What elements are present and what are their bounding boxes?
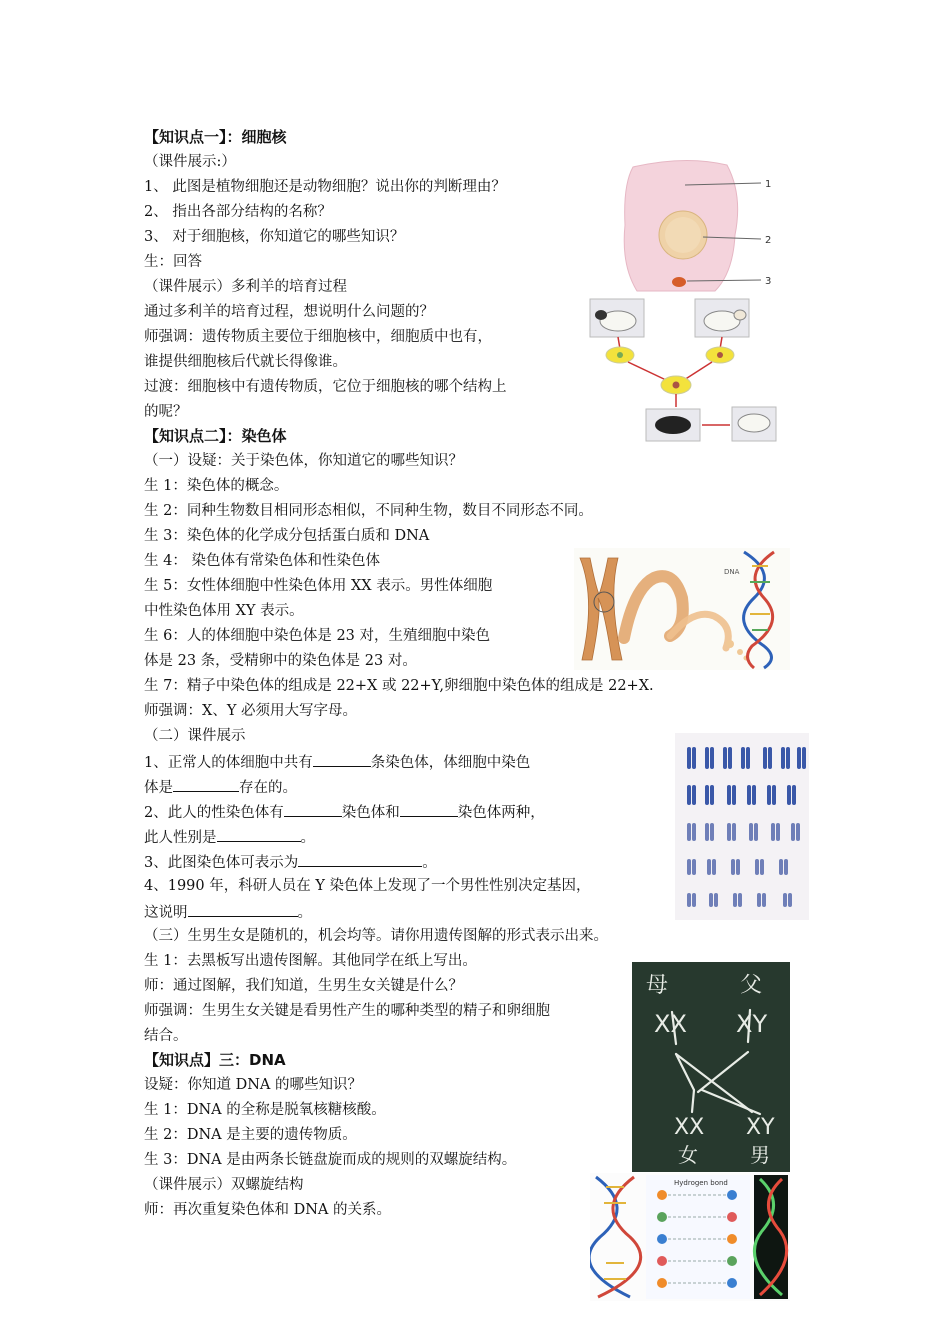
board-child-xx: XX xyxy=(674,1115,705,1140)
text-line: 师强调：生男生女关键是看男性产生的哪种类型的精子和卵细胞 xyxy=(144,1003,550,1019)
karyotype-chromosome xyxy=(781,747,785,769)
cell-label-1: 1 xyxy=(765,179,772,190)
cell-label-2: 2 xyxy=(765,235,772,246)
karyotype-chromosome xyxy=(687,859,691,875)
karyotype-chromosome xyxy=(792,785,796,805)
dna-label: DNA xyxy=(724,568,740,576)
karyotype-chromosome xyxy=(709,893,713,907)
karyotype-chromosome xyxy=(760,859,764,875)
text-line: 设疑：你知道 DNA 的哪些知识？ xyxy=(144,1077,363,1093)
karyotype-chromosome xyxy=(714,893,718,907)
chromosome-dna-figure xyxy=(574,548,790,670)
karyotype-chromosome xyxy=(710,785,714,805)
karyotype-chromosome xyxy=(732,823,736,841)
karyotype-chromosome xyxy=(692,823,696,841)
karyotype-chromosome xyxy=(732,785,736,805)
text-line: 生 4： 染色体有常染色体和性染色体 xyxy=(144,553,380,569)
base-right xyxy=(727,1190,737,1200)
text-line: 过渡：细胞核中有遗传物质，它位于细胞核的哪个结构上 xyxy=(144,379,507,395)
karyotype-chromosome xyxy=(687,893,691,907)
text-line: 3、 对于细胞核，你知道它的哪些知识？ xyxy=(144,229,405,245)
text-line: 1、 此图是植物细胞还是动物细胞？说出你的判断理由？ xyxy=(144,179,506,195)
text-line: 师：再次重复染色体和 DNA 的关系。 xyxy=(144,1202,392,1218)
karyotype-chromosome xyxy=(802,747,806,769)
text-line: 生 3：染色体的化学成分包括蛋白质和 DNA xyxy=(144,528,430,544)
text-line: 师强调：遗传物质主要位于细胞核中，细胞质中也有， xyxy=(144,329,492,345)
animal-cell-figure xyxy=(615,155,785,295)
karyotype-chromosome xyxy=(731,859,735,875)
cell-organelle xyxy=(672,277,686,287)
karyotype-chromosome xyxy=(738,893,742,907)
karyotype-chromosome xyxy=(783,893,787,907)
text-line: 通过多利羊的培育过程，想说明什么问题的？ xyxy=(144,304,434,320)
text-line: 生 2：DNA 是主要的遗传物质。 xyxy=(144,1127,357,1143)
fill-in-question-1 xyxy=(144,751,530,773)
karyotype-chromosome xyxy=(707,859,711,875)
text-line: 生：回答 xyxy=(144,254,202,270)
text-line: （二）课件展示 xyxy=(144,728,246,744)
karyotype-chromosome xyxy=(779,859,783,875)
text-line: 生 2：同种生物数目相同形态相似，不同种生物，数目不同形态不同。 xyxy=(144,503,593,519)
karyotype-chromosome xyxy=(757,893,761,907)
text-line: 生 1：去黑板写出遗传图解。其他同学在纸上写出。 xyxy=(144,953,477,969)
karyotype-chromosome xyxy=(692,747,696,769)
section-heading-chromosome: 【知识点二】：染色体 xyxy=(144,427,287,445)
karyotype-chromosome xyxy=(692,785,696,805)
blackboard-figure xyxy=(632,962,790,1172)
text-line: （课件展示:） xyxy=(144,154,236,170)
karyotype-chromosome xyxy=(723,747,727,769)
board-boy-label: 男 xyxy=(750,1143,770,1167)
base-left xyxy=(657,1190,667,1200)
board-xx: XX xyxy=(654,1010,687,1038)
karyotype-chromosome xyxy=(727,823,731,841)
answer-blank[interactable] xyxy=(400,801,458,817)
dolly-cloning-figure xyxy=(588,295,778,450)
base-left xyxy=(657,1256,667,1266)
karyotype-chromosome xyxy=(749,823,753,841)
base-left xyxy=(657,1234,667,1244)
surrogate-sheep-icon xyxy=(655,416,691,434)
question-text: 3、此图染色体可表示为 xyxy=(144,855,299,871)
text-line: 4、1990 年，科研人员在 Y 染色体上发现了一个男性性别决定基因， xyxy=(144,878,591,894)
question-text: 染色体和 xyxy=(341,805,400,821)
karyotype-chromosome xyxy=(772,785,776,805)
karyotype-chromosome xyxy=(797,747,801,769)
text-line: 谁提供细胞核后代就长得像谁。 xyxy=(144,354,347,370)
karyotype-chromosome xyxy=(784,859,788,875)
karyotype-chromosome xyxy=(746,747,750,769)
question-text: 。 xyxy=(300,830,315,846)
question-text: 此人性别是 xyxy=(144,830,217,846)
question-text: 。 xyxy=(422,855,437,871)
karyotype-chromosome xyxy=(687,823,691,841)
section-heading-nucleus: 【知识点一】：细胞核 xyxy=(144,128,287,146)
karyotype-chromosome xyxy=(736,859,740,875)
answer-blank[interactable] xyxy=(188,901,298,917)
text-line: 生 1：染色体的概念。 xyxy=(144,478,289,494)
board-xy: XY xyxy=(736,1010,768,1038)
section-heading-dna: 【知识点】三：DNA xyxy=(144,1051,286,1069)
question-text: 。 xyxy=(297,905,312,921)
karyotype-chromosome xyxy=(791,823,795,841)
text-line: 生 3：DNA 是由两条长链盘旋而成的规则的双螺旋结构。 xyxy=(144,1152,517,1168)
karyotype-chromosome xyxy=(705,785,709,805)
text-line: 体是 23 条，受精卵中的染色体是 23 对。 xyxy=(144,653,417,669)
fill-in-question-2 xyxy=(144,801,545,823)
karyotype-chromosome xyxy=(710,823,714,841)
karyotype-chromosome xyxy=(776,823,780,841)
answer-blank[interactable] xyxy=(217,826,301,842)
text-line: 生 7：精子中染色体的组成是 22+X 或 22+Y,卵细胞中染色体的组成是 22+X. xyxy=(144,678,654,694)
question-text: 2、此人的性染色体有 xyxy=(144,805,284,821)
karyotype-chromosome xyxy=(747,785,751,805)
dolly-sheep-icon xyxy=(738,414,770,432)
cell-label-3: 3 xyxy=(765,276,772,287)
karyotype-chromosome xyxy=(767,785,771,805)
double-helix-figure xyxy=(590,1173,790,1301)
text-line: （一）设疑：关于染色体，你知道它的哪些知识？ xyxy=(144,453,463,469)
base-right xyxy=(727,1212,737,1222)
board-father-label: 父 xyxy=(740,973,763,998)
board-child-xy: XY xyxy=(746,1115,775,1140)
karyotype-chromosome xyxy=(771,823,775,841)
text-line: 中性染色体用 XY 表示。 xyxy=(144,603,304,619)
fill-in-question-1-cont xyxy=(144,776,297,798)
question-text: 这说明 xyxy=(144,905,188,921)
karyotype-chromosome xyxy=(692,893,696,907)
text-line: 师：通过图解，我们知道，生男生女关键是什么？ xyxy=(144,978,463,994)
text-line: 的呢？ xyxy=(144,404,188,420)
karyotype-chromosome xyxy=(755,859,759,875)
karyotype-chromosome xyxy=(752,785,756,805)
text-line: 生 5：女性体细胞中性染色体用 XX 表示。男性体细胞 xyxy=(144,578,493,594)
base-left xyxy=(657,1212,667,1222)
board-girl-label: 女 xyxy=(678,1143,698,1167)
text-line: 生 6：人的体细胞中染色体是 23 对，生殖细胞中染色 xyxy=(144,628,491,644)
fill-in-question-3 xyxy=(144,851,437,873)
base-right xyxy=(727,1256,737,1266)
question-text: 条染色体，体细胞中染色 xyxy=(370,755,531,771)
karyotype-chromosome xyxy=(788,893,792,907)
text-line: 2、 指出各部分结构的名称？ xyxy=(144,204,332,220)
question-text: 染色体两种， xyxy=(457,805,545,821)
answer-blank[interactable] xyxy=(313,751,371,767)
text-line: 师强调：X、Y 必须用大写字母。 xyxy=(144,703,358,719)
karyotype-chromosome xyxy=(768,747,772,769)
question-text: 存在的。 xyxy=(239,780,297,796)
karyotype-chromosome xyxy=(727,785,731,805)
karyotype-chromosome xyxy=(710,747,714,769)
karyotype-chromosome xyxy=(733,893,737,907)
text-line: （课件展示）双螺旋结构 xyxy=(144,1177,304,1193)
karyotype-chromosome xyxy=(763,747,767,769)
karyotype-chromosome xyxy=(712,859,716,875)
karyotype-chromosome xyxy=(728,747,732,769)
karyotype-chromosome xyxy=(687,785,691,805)
text-line: （课件展示）多利羊的培育过程 xyxy=(144,279,347,295)
answer-blank[interactable] xyxy=(284,801,342,817)
fill-in-question-4-cont xyxy=(144,901,312,923)
karyotype-chromosome xyxy=(787,785,791,805)
answer-blank[interactable] xyxy=(173,776,239,792)
question-text: 体是 xyxy=(144,780,173,796)
text-line: 生 1：DNA 的全称是脱氧核糖核酸。 xyxy=(144,1102,386,1118)
karyotype-chromosome xyxy=(786,747,790,769)
karyotype-chromosome xyxy=(692,859,696,875)
text-line: （三）生男生女是随机的，机会均等。请你用遗传图解的形式表示出来。 xyxy=(144,928,608,944)
text-line: 结合。 xyxy=(144,1028,188,1044)
karyotype-chromosome xyxy=(754,823,758,841)
karyotype-chromosome xyxy=(796,823,800,841)
karyotype-chromosome xyxy=(687,747,691,769)
answer-blank[interactable] xyxy=(298,851,422,867)
karyotype-chromosome xyxy=(762,893,766,907)
karyotype-chromosome xyxy=(705,823,709,841)
board-mother-label: 母 xyxy=(646,973,669,998)
karyotype-figure xyxy=(675,733,809,920)
hydrogen-bond-label: Hydrogen bond xyxy=(674,1179,728,1187)
fill-in-question-2-cont xyxy=(144,826,315,848)
karyotype-chromosome xyxy=(705,747,709,769)
question-text: 1、正常人的体细胞中共有 xyxy=(144,755,313,771)
base-left xyxy=(657,1278,667,1288)
karyotype-chromosome xyxy=(741,747,745,769)
base-right xyxy=(727,1278,737,1288)
base-right xyxy=(727,1234,737,1244)
